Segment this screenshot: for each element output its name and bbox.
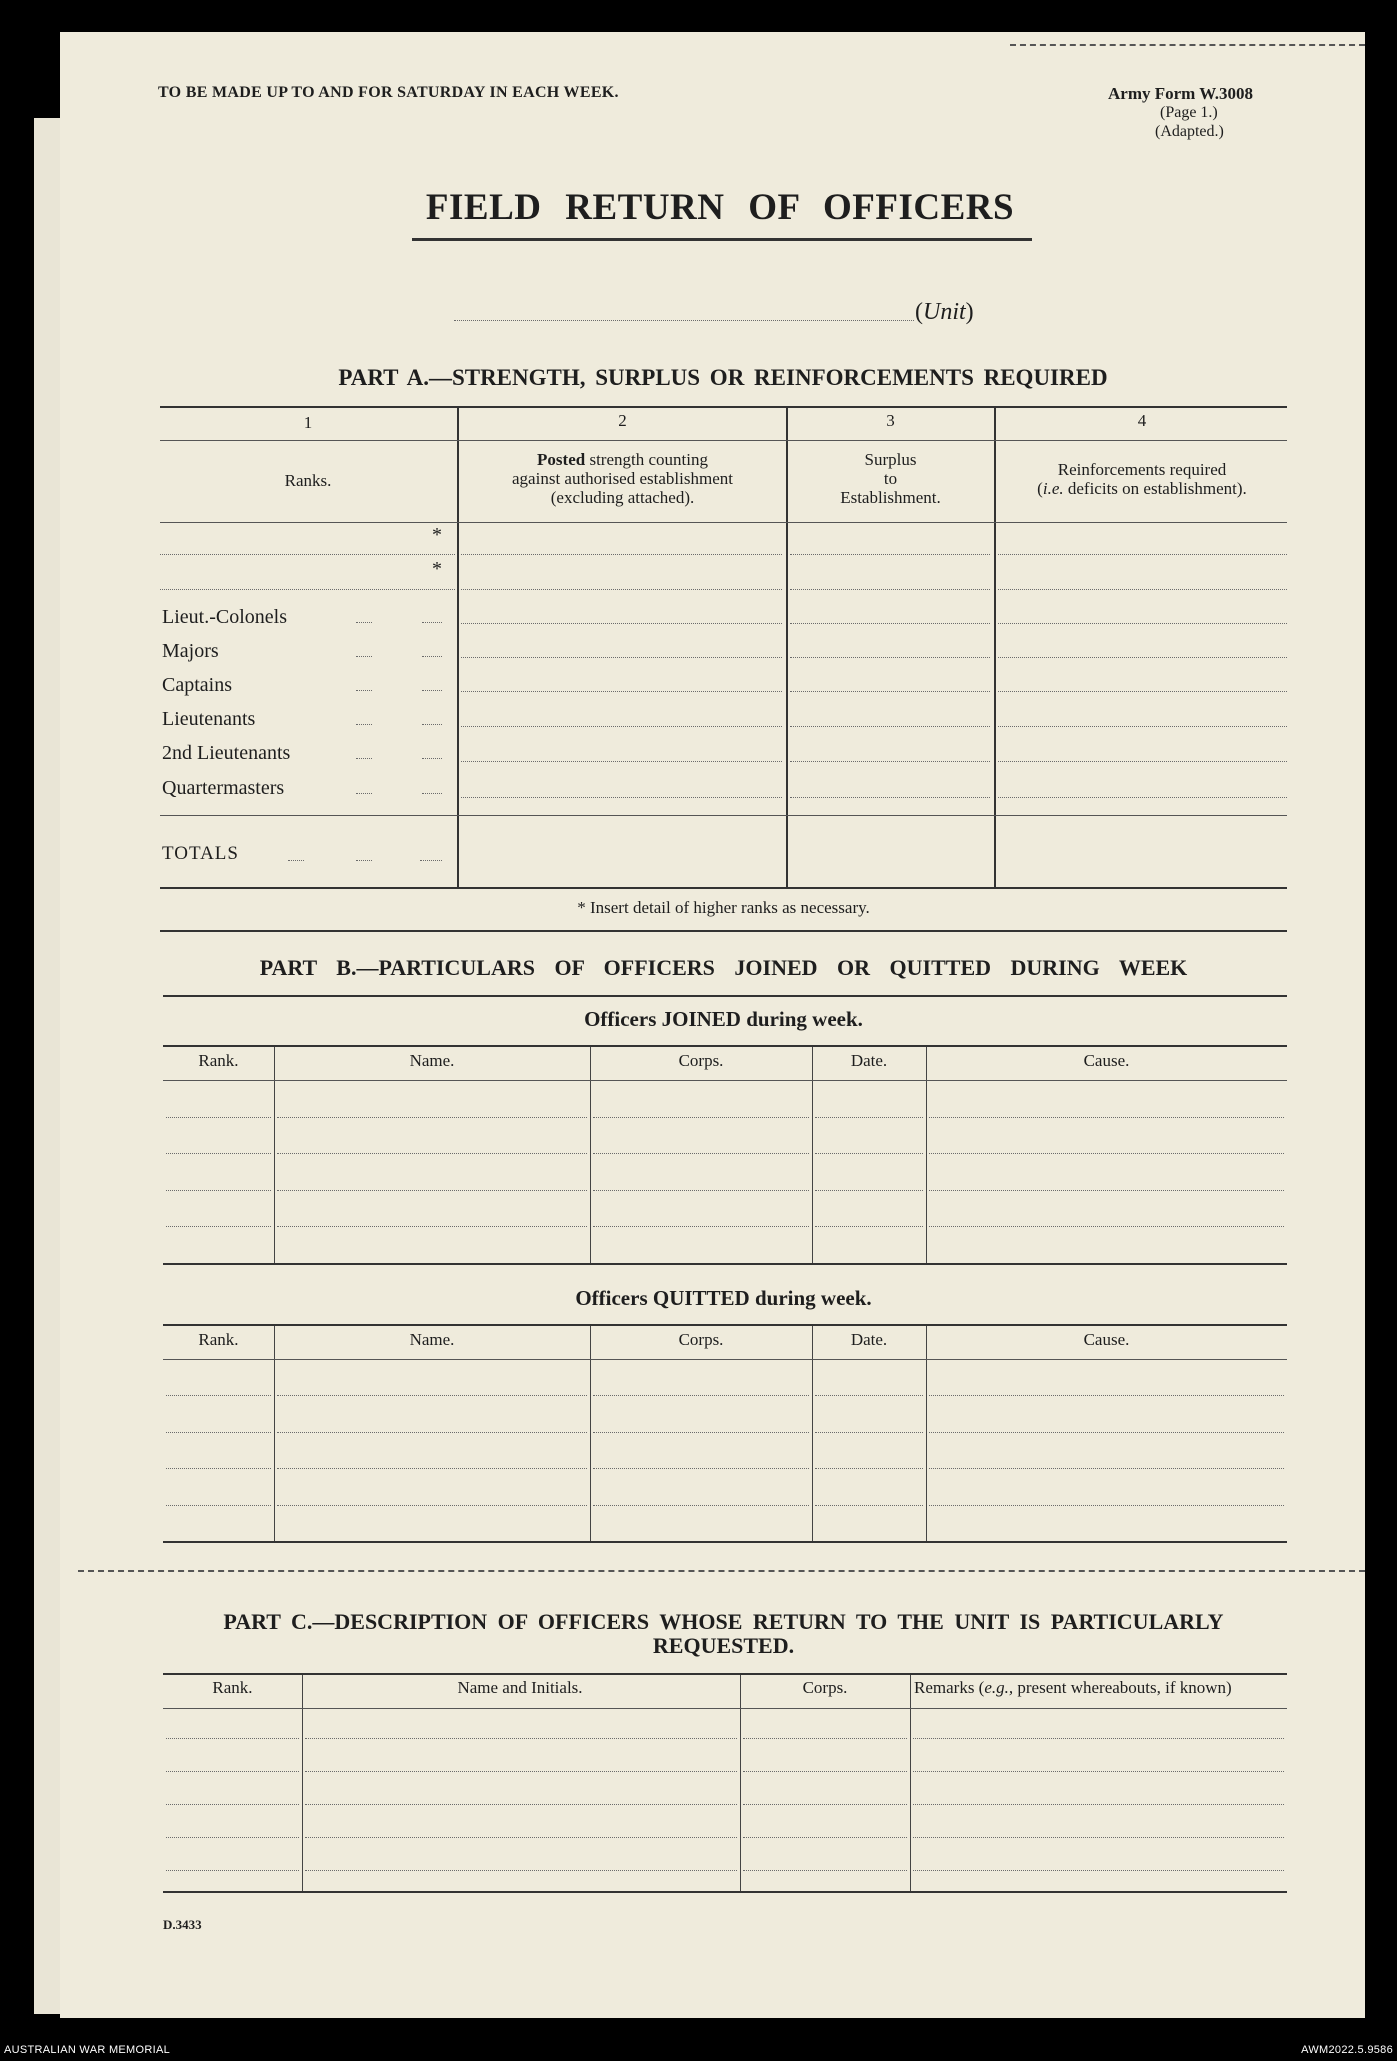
rank-label: Quartermasters — [162, 777, 285, 799]
col-number-4: 4 — [1137, 411, 1147, 430]
entry-line[interactable] — [998, 657, 1287, 658]
remarks-eg: e.g., — [984, 1678, 1014, 1697]
quitted-top-rule — [163, 1324, 1287, 1326]
part-c-top-rule — [163, 1673, 1287, 1675]
star-marker-1: * — [432, 524, 442, 546]
footer-credit: AUSTRALIAN WAR MEMORIAL — [4, 2044, 171, 2056]
column-header: Cause. — [1083, 1051, 1130, 1070]
quitted-bottom-rule — [163, 1541, 1287, 1543]
form-adapted: (Adapted.) — [1155, 123, 1224, 140]
rank-label: Captains — [162, 674, 232, 696]
entry-line[interactable] — [815, 1153, 923, 1154]
column-header: Name. — [409, 1051, 455, 1070]
column-header: Corps. — [678, 1330, 724, 1349]
entry-line[interactable] — [929, 1226, 1284, 1227]
column-header: Cause. — [1083, 1330, 1130, 1349]
entry-line[interactable] — [461, 623, 782, 624]
entry-line[interactable] — [277, 1395, 587, 1396]
reinforcements-line2: deficits on establishment). — [1067, 479, 1247, 498]
leader-dots — [422, 622, 442, 623]
rank-label: 2nd Lieutenants — [162, 742, 291, 764]
entry-line[interactable] — [998, 726, 1287, 727]
entry-line[interactable] — [815, 1468, 923, 1469]
posted-line1: strength counting — [589, 450, 708, 469]
reinforcements-header: Reinforcements required (i.e. deficits on establishment). — [1037, 460, 1247, 498]
leader-dots — [356, 758, 372, 759]
leader-dots — [288, 860, 304, 861]
leader-dots — [356, 690, 372, 691]
entry-line[interactable] — [913, 1771, 1284, 1772]
leader-dots — [422, 758, 442, 759]
entry-line[interactable] — [790, 657, 990, 658]
entry-line[interactable] — [743, 1870, 907, 1871]
top-perforation — [1010, 44, 1365, 46]
leader-dots — [356, 793, 372, 794]
remarks-prefix: Remarks ( — [914, 1678, 985, 1697]
ranks-header: Ranks. — [284, 471, 332, 490]
entry-line[interactable] — [166, 1837, 299, 1838]
header-underline — [163, 1708, 1287, 1709]
form-page-number: (Page 1.) — [1160, 104, 1218, 121]
entry-line[interactable] — [461, 726, 782, 727]
entry-line[interactable] — [593, 1226, 809, 1227]
entry-line[interactable] — [277, 1468, 587, 1469]
column-header: Name. — [409, 1330, 455, 1349]
entry-line[interactable] — [166, 1395, 271, 1396]
joined-title: Officers JOINED during week. — [584, 1007, 863, 1031]
entry-line[interactable] — [593, 1117, 809, 1118]
unit-label-text: Unit — [923, 299, 966, 325]
rank-label: Lieutenants — [162, 708, 256, 730]
part-c-bottom-rule — [163, 1891, 1287, 1893]
entry-line[interactable] — [305, 1837, 737, 1838]
header-underline — [163, 1359, 1287, 1360]
part-c-col-rank: Rank. — [212, 1678, 253, 1697]
column-header: Rank. — [198, 1330, 239, 1349]
entry-line[interactable] — [790, 589, 990, 590]
entry-line[interactable] — [998, 589, 1287, 590]
entry-line[interactable] — [815, 1395, 923, 1396]
entry-line[interactable] — [166, 1153, 271, 1154]
entry-line[interactable] — [743, 1771, 907, 1772]
entry-line[interactable] — [929, 1395, 1284, 1396]
entry-line[interactable] — [166, 1432, 271, 1433]
entry-line[interactable] — [166, 1738, 299, 1739]
entry-line[interactable] — [277, 1153, 587, 1154]
entry-line[interactable] — [790, 691, 990, 692]
entry-line[interactable] — [461, 797, 782, 798]
entry-line[interactable] — [461, 589, 782, 590]
entry-line[interactable] — [929, 1505, 1284, 1506]
entry-line[interactable] — [998, 797, 1287, 798]
column-header: Date. — [850, 1051, 888, 1070]
leader-dots — [422, 724, 442, 725]
part-c-heading-line1: PART C.—DESCRIPTION OF OFFICERS WHOSE RETURN TO THE UNIT IS PARTICULARLY — [223, 1609, 1224, 1634]
entry-line[interactable] — [815, 1190, 923, 1191]
part-c-col-remarks — [914, 1678, 1289, 1698]
column-header: Rank. — [198, 1051, 239, 1070]
part-a-number-rule — [160, 440, 1287, 441]
quitted-title: Officers QUITTED during week. — [575, 1286, 872, 1310]
entry-line[interactable] — [998, 761, 1287, 762]
entry-line[interactable] — [929, 1190, 1284, 1191]
entry-line[interactable] — [305, 1804, 737, 1805]
entry-line[interactable] — [461, 761, 782, 762]
part-c-heading-line2: REQUESTED. — [652, 1633, 795, 1658]
form-number: Army Form W.3008 — [1108, 84, 1253, 103]
perforation-line — [78, 1570, 1365, 1572]
entry-line[interactable] — [166, 1771, 299, 1772]
entry-line[interactable] — [593, 1468, 809, 1469]
entry-line[interactable] — [790, 726, 990, 727]
part-a-top-rule — [160, 406, 1287, 408]
entry-line[interactable] — [593, 1153, 809, 1154]
entry-line[interactable] — [815, 1505, 923, 1506]
entry-line[interactable] — [461, 554, 782, 555]
entry-line[interactable] — [305, 1738, 737, 1739]
entry-line[interactable] — [998, 554, 1287, 555]
column-header: Date. — [850, 1330, 888, 1349]
entry-line[interactable] — [277, 1190, 587, 1191]
leader-dots — [422, 793, 442, 794]
entry-line[interactable] — [929, 1468, 1284, 1469]
entry-line[interactable] — [998, 691, 1287, 692]
print-code: D.3433 — [163, 1917, 202, 1932]
entry-line[interactable] — [913, 1804, 1284, 1805]
entry-line[interactable] — [913, 1870, 1284, 1871]
entry-line[interactable] — [929, 1432, 1284, 1433]
leader-dots — [356, 724, 372, 725]
entry-line[interactable] — [166, 1190, 271, 1191]
posted-line3: (excluding attached). — [550, 488, 695, 507]
entry-line[interactable] — [593, 1505, 809, 1506]
header-underline — [163, 1080, 1287, 1081]
entry-line[interactable] — [815, 1117, 923, 1118]
entry-line[interactable] — [461, 691, 782, 692]
rank-label: Lieut.-Colonels — [162, 606, 287, 628]
entry-line[interactable] — [593, 1395, 809, 1396]
part-b-heading: PART B.—PARTICULARS OF OFFICERS JOINED OR QUITTED DURING WEEK — [259, 955, 1188, 980]
part-a-footnote: * Insert detail of higher ranks as necessary. — [577, 898, 870, 917]
entry-line[interactable] — [790, 554, 990, 555]
surplus-line3: Establishment. — [840, 488, 941, 507]
leader-dots — [356, 860, 372, 861]
rank-entry-line — [160, 589, 455, 590]
title-underline — [412, 238, 1032, 241]
entry-line[interactable] — [913, 1738, 1284, 1739]
leader-dots — [422, 656, 442, 657]
entry-line[interactable] — [998, 623, 1287, 624]
entry-line[interactable] — [166, 1226, 271, 1227]
surplus-header — [788, 450, 993, 507]
joined-top-rule — [163, 1045, 1287, 1047]
surplus-line2: to — [883, 469, 898, 488]
entry-line[interactable] — [277, 1117, 587, 1118]
totals-label: TOTALS — [162, 843, 239, 864]
rank-label: Majors — [162, 640, 219, 662]
part-a-bottom-rule — [160, 887, 1287, 889]
entry-line[interactable] — [166, 1505, 271, 1506]
entry-line[interactable] — [913, 1837, 1284, 1838]
entry-line[interactable] — [166, 1468, 271, 1469]
column-header: Corps. — [678, 1051, 724, 1070]
entry-line[interactable] — [593, 1190, 809, 1191]
entry-line[interactable] — [166, 1804, 299, 1805]
entry-line[interactable] — [790, 623, 990, 624]
header-instruction: TO BE MADE UP TO AND FOR SATURDAY IN EACH WEEK. — [158, 84, 619, 101]
page-title: FIELD RETURN OF OFFICERS — [425, 187, 1015, 228]
star-marker-2: * — [432, 558, 442, 580]
reinforcements-line1: Reinforcements required — [1057, 460, 1227, 479]
entry-line[interactable] — [743, 1837, 907, 1838]
entry-line[interactable] — [815, 1226, 923, 1227]
entry-line[interactable] — [277, 1432, 587, 1433]
part-a-heading: PART A.—STRENGTH, SURPLUS OR REINFORCEMENTS REQUIRED — [338, 365, 1108, 390]
entry-line[interactable] — [305, 1771, 737, 1772]
posted-bold: Posted — [537, 450, 586, 469]
footer-accession: AWM2022.5.9586 — [1301, 2044, 1393, 2056]
part-c-heading — [160, 1610, 1287, 1658]
entry-line[interactable] — [929, 1117, 1284, 1118]
col-number-1: 1 — [303, 413, 313, 432]
entry-line[interactable] — [461, 657, 782, 658]
entry-line[interactable] — [790, 761, 990, 762]
entry-line[interactable] — [743, 1738, 907, 1739]
entry-line[interactable] — [790, 797, 990, 798]
part-b-top-rule — [163, 995, 1287, 997]
part-a-header-rule — [160, 522, 1287, 523]
remarks-suffix: present whereabouts, if known) — [1013, 1678, 1232, 1697]
reinforcements-ie: i.e. — [1042, 479, 1064, 498]
col-number-3: 3 — [886, 411, 895, 430]
posted-header — [459, 450, 786, 507]
joined-bottom-rule — [163, 1263, 1287, 1265]
posted-line2: against authorised establishment — [512, 469, 733, 488]
leader-dots — [356, 622, 372, 623]
leader-dots — [356, 656, 372, 657]
part-a-end-rule — [160, 930, 1287, 932]
surplus-line1: Surplus — [864, 450, 917, 469]
leader-dots — [422, 690, 442, 691]
leader-dots — [420, 860, 442, 861]
entry-line[interactable] — [305, 1870, 737, 1871]
entry-line[interactable] — [277, 1226, 587, 1227]
part-c-col-name: Name and Initials. — [457, 1678, 583, 1697]
entry-line[interactable] — [929, 1153, 1284, 1154]
rank-entry-line — [160, 554, 455, 555]
part-c-col-corps: Corps. — [802, 1678, 848, 1697]
entry-line[interactable] — [277, 1505, 587, 1506]
entry-line[interactable] — [166, 1870, 299, 1871]
entry-line[interactable] — [815, 1432, 923, 1433]
part-a-totals-rule — [160, 815, 1287, 816]
unit-entry-line[interactable] — [454, 320, 914, 321]
entry-line[interactable] — [593, 1432, 809, 1433]
entry-line[interactable] — [743, 1804, 907, 1805]
unit-label: (Unit) — [915, 299, 974, 325]
entry-line[interactable] — [166, 1117, 271, 1118]
col-number-2: 2 — [618, 411, 627, 430]
